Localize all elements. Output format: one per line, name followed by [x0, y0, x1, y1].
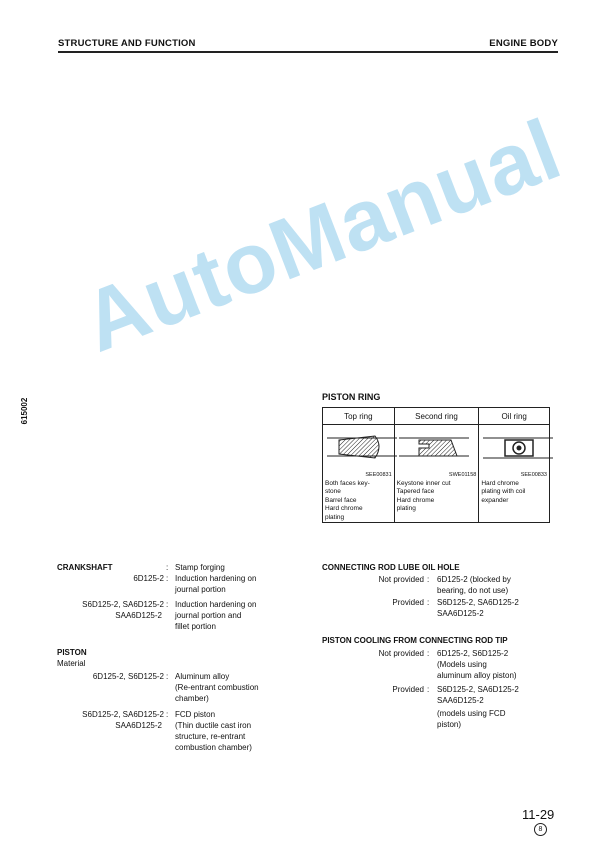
oil-ring-desc-1: plating with coil	[481, 488, 526, 495]
oil-ring-desc-2: expander	[481, 496, 509, 504]
revision-badge: 8	[534, 823, 547, 836]
cooling-row1-value-2: (models using FCD	[437, 709, 506, 718]
conrod-row0-colon: :	[427, 575, 430, 584]
col-header-second-ring: Second ring	[394, 408, 479, 425]
header-rule	[58, 51, 558, 53]
top-ring-cell	[323, 425, 395, 523]
cooling-row0-label: Not provided	[378, 649, 424, 658]
page-number: 11-29	[522, 807, 555, 822]
top-ring-desc-0: Both faces key-	[325, 479, 370, 487]
cooling-row1-value-3: piston)	[437, 720, 462, 729]
crankshaft-row1-colon: :	[166, 600, 169, 609]
crankshaft-row0-value-0: Induction hardening on	[175, 574, 257, 583]
second-ring-cell	[394, 425, 479, 523]
top-ring-desc-1: stone	[325, 488, 341, 495]
col-header-top-ring: Top ring	[323, 408, 395, 425]
oil-ring-diagram	[481, 425, 547, 470]
piston-row1-value-2: structure, re-entrant	[175, 732, 246, 741]
piston-ring-title: PISTON RING	[322, 392, 381, 402]
conrod-row0-value-0: 6D125-2 (blocked by	[437, 575, 511, 584]
piston-row0-colon: :	[166, 672, 169, 681]
piston-row1-value-0: FCD piston	[175, 710, 216, 719]
crankshaft-title: CRANKSHAFT	[57, 563, 113, 572]
piston-row0-value-2: chamber)	[175, 694, 209, 703]
cooling-row0-value-0: 6D125-2, S6D125-2	[437, 649, 509, 658]
piston-row1-value-3: combustion chamber)	[175, 743, 252, 752]
crankshaft-row1-value-1: journal portion and	[175, 611, 242, 620]
piston-row1-colon: :	[166, 710, 169, 719]
piston-row1-label-1: SAA6D125-2	[115, 721, 162, 730]
oil-ring-cell	[479, 425, 550, 523]
piston-subtitle: Material	[57, 659, 86, 668]
crankshaft-row1-label-1: SAA6D125-2	[115, 611, 162, 620]
conrod-row0-label: Not provided	[378, 575, 424, 584]
crankshaft-row0-colon: :	[166, 574, 169, 583]
second-ring-desc-2: Hard chrome	[396, 496, 435, 504]
cooling-row1-value-0: S6D125-2, SA6D125-2	[437, 685, 519, 694]
second-ring-desc-3: plating	[396, 505, 416, 512]
second-ring-desc-0: Keystone inner cut	[396, 479, 451, 487]
second-ring-diagram	[397, 425, 477, 470]
crankshaft-row1-value-0: Induction hardening on	[175, 600, 257, 609]
cooling-row1-value-1: SAA6D125-2	[437, 696, 484, 705]
crankshaft-row0-label: 6D125-2	[133, 574, 164, 583]
cooling-row0-colon: :	[427, 649, 430, 658]
oil-ring-desc-0: Hard chrome	[481, 479, 519, 487]
piston-title: PISTON	[57, 648, 87, 657]
cooling-row0-value-2: aluminum alloy piston)	[437, 671, 517, 680]
cooling-row1-colon: :	[427, 685, 430, 694]
top-ring-code: SEE00831	[365, 472, 392, 478]
piston-cooling-title: PISTON COOLING FROM CONNECTING ROD TIP	[322, 636, 508, 645]
conrod-oil-hole-title: CONNECTING ROD LUBE OIL HOLE	[322, 563, 460, 572]
crankshaft-colon: :	[166, 563, 169, 572]
piston-ring-table	[322, 407, 550, 523]
crankshaft-row1-value-2: fillet portion	[175, 622, 216, 631]
piston-row0-value-0: Aluminum alloy	[175, 672, 230, 681]
conrod-row1-value-1: SAA6D125-2	[437, 609, 484, 618]
second-ring-desc-1: Tapered face	[396, 488, 435, 495]
header-left: STRUCTURE AND FUNCTION	[58, 38, 196, 49]
piston-row0-label: 6D125-2, S6D125-2	[92, 672, 164, 681]
top-ring-desc-4: plating	[325, 513, 345, 521]
cooling-row1-label: Provided	[392, 685, 424, 694]
col-header-oil-ring: Oil ring	[479, 408, 550, 425]
conrod-row1-colon: :	[427, 598, 430, 607]
oil-ring-code: SEE00833	[520, 472, 547, 478]
conrod-row0-value-1: bearing, do not use)	[437, 586, 509, 595]
piston-row0-value-1: (Re-entrant combustion	[175, 683, 259, 692]
crankshaft-row0-value-1: journal portion	[175, 585, 226, 594]
side-code: 615002	[20, 397, 29, 425]
conrod-row1-label: Provided	[392, 598, 424, 607]
second-ring-code: SWE01158	[448, 472, 477, 478]
top-ring-diagram	[325, 425, 392, 470]
header-right: ENGINE BODY	[489, 38, 558, 49]
piston-row1-value-1: (Thin ductile cast iron	[175, 721, 252, 730]
watermark: AutoManual	[70, 101, 574, 371]
crankshaft-row1-label-0: S6D125-2, SA6D125-2	[82, 600, 164, 609]
piston-row1-label-0: S6D125-2, SA6D125-2	[82, 710, 164, 719]
conrod-row1-value-0: S6D125-2, SA6D125-2	[437, 598, 519, 607]
top-ring-desc-3: Hard chrome	[325, 505, 363, 512]
cooling-row0-value-1: (Models using	[437, 660, 487, 669]
crankshaft-title-value: Stamp forging	[175, 563, 225, 572]
top-ring-desc-2: Barrel face	[325, 496, 357, 504]
